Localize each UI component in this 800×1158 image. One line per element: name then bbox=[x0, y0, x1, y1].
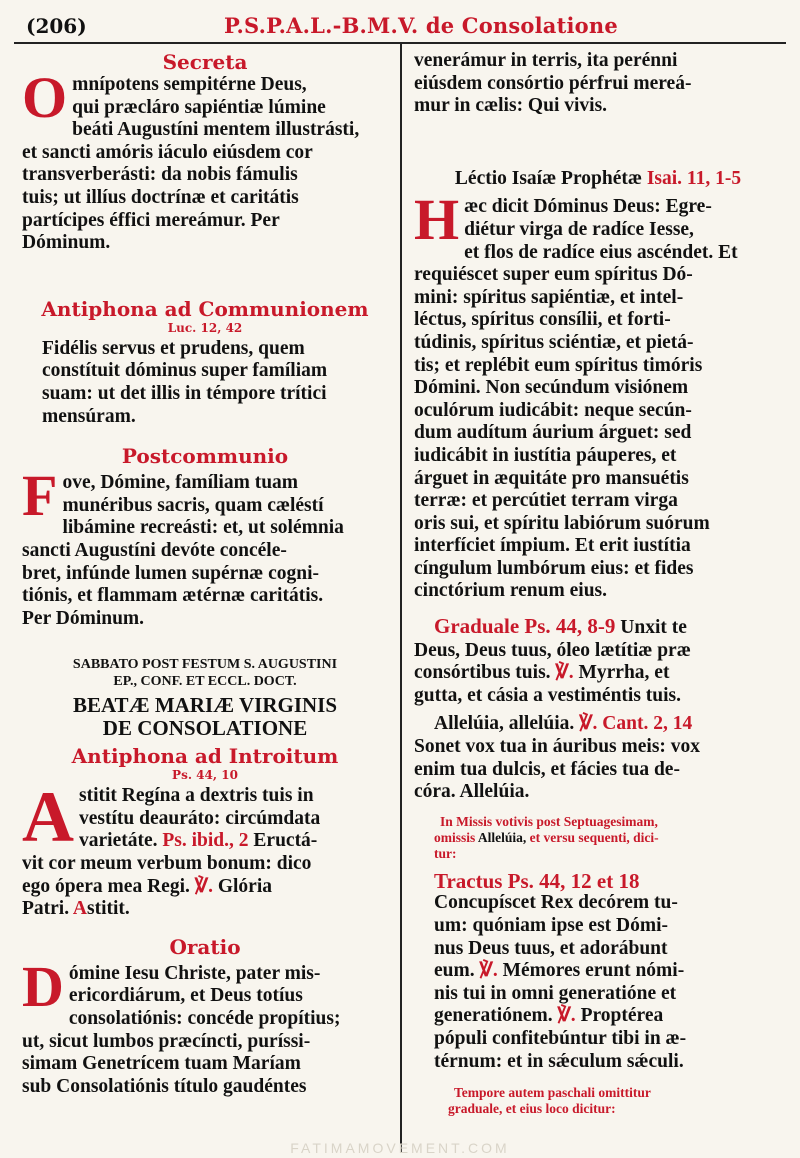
text-line bbox=[414, 662, 782, 685]
text-line: nis tui in omni generatióne et bbox=[434, 982, 677, 1004]
drop-cap: A bbox=[22, 777, 74, 858]
text-line: sub Consolatiónis título gaudéntes bbox=[22, 1075, 307, 1097]
text-line: munéribus sacris, quam cæléstí bbox=[62, 494, 324, 516]
lectio-label: Léctio Isaíæ Prophétæ bbox=[454, 167, 642, 189]
text-line: sancti Augustíni devóte concéle- bbox=[22, 539, 287, 561]
rubric-line: In Missis votivis post Septuagesimam, bbox=[440, 813, 658, 829]
text-line: mini: spíritus sapiéntiæ, et intel- bbox=[414, 286, 684, 308]
communion-reference: Luc. 12, 42 bbox=[167, 320, 243, 335]
versicle-icon: ℣. bbox=[555, 662, 574, 684]
text-line: requiéscet super eum spíritus Dó- bbox=[414, 264, 693, 286]
text-span: Patri. bbox=[22, 898, 70, 920]
text-line: et flos de radíce eius ascéndet. Et bbox=[464, 241, 738, 263]
postcommunio-heading: Postcommunio bbox=[121, 444, 289, 469]
page-header bbox=[14, 10, 786, 44]
text-line: mnípotens sempitérne Deus, bbox=[72, 74, 307, 95]
left-column bbox=[22, 50, 388, 1098]
secreta-section bbox=[22, 50, 388, 255]
text-line: Per Dóminum. bbox=[22, 607, 145, 629]
rubric-paschal bbox=[414, 1085, 782, 1117]
text-span: Unxit te bbox=[620, 617, 687, 639]
text-line: et sancti amóris iáculo eiúsdem cor bbox=[22, 141, 313, 163]
communion-section bbox=[22, 297, 388, 428]
introit-section bbox=[22, 744, 388, 921]
oratio-text bbox=[22, 953, 388, 1099]
text-line: túdinis, spíritus sciéntiæ, et pietá- bbox=[414, 331, 694, 353]
text-line: ericordiárum, et Deus totíus bbox=[68, 985, 303, 1007]
text-line: Concupíscet Rex decórem tu- bbox=[434, 892, 678, 914]
rubric-votive bbox=[414, 814, 782, 862]
text-line: tiónis, et flammam ætérnæ caritátis. bbox=[22, 585, 324, 607]
feast-title: BEATÆ MARIÆ VIRGINIS bbox=[72, 693, 338, 718]
text-line: æc dicit Dóminus Deus: Egre- bbox=[464, 196, 712, 218]
postcommunio-text bbox=[22, 463, 388, 630]
rubric-line: tur: bbox=[434, 845, 457, 861]
lectio-text bbox=[414, 187, 782, 603]
text-line bbox=[22, 876, 388, 899]
versicle-icon: ℣. bbox=[194, 875, 213, 897]
text-line: suam: ut det illis in témpore trítici bbox=[42, 382, 327, 404]
text-span: Allelúia, bbox=[477, 829, 527, 845]
secreta-text bbox=[22, 65, 388, 255]
text-span: Myrrha, et bbox=[578, 662, 670, 684]
text-line bbox=[414, 713, 782, 736]
text-line: diétur virga de radíce Iesse, bbox=[464, 218, 694, 240]
text-line bbox=[414, 615, 782, 640]
text-line: cinctórium renum eius. bbox=[414, 580, 608, 602]
graduale-label: Graduale Ps. 44, 8-9 bbox=[434, 614, 616, 639]
text-line: Dóminum. bbox=[22, 232, 111, 254]
text-line bbox=[22, 898, 388, 921]
text-line: partícipes éffici mereámur. Per bbox=[22, 209, 280, 231]
rubric-line: Tempore autem paschali omittitur bbox=[454, 1085, 651, 1101]
psalm-reference: Ps. ibid., 2 bbox=[162, 830, 249, 852]
introit-text bbox=[22, 777, 388, 921]
text-line: consolatiónis: concéde propítius; bbox=[68, 1008, 341, 1030]
text-line: terræ: et percútiet terram virga bbox=[414, 490, 678, 512]
text-line: ove, Dómine, famíliam tuam bbox=[62, 472, 299, 494]
text-line bbox=[434, 960, 782, 983]
text-line: Fidélis servus et prudens, quem bbox=[42, 337, 305, 359]
drop-cap: D bbox=[22, 953, 64, 1019]
text-line bbox=[434, 1005, 782, 1028]
text-line: bret, infúnde lumen supérnæ cogni- bbox=[22, 562, 320, 584]
drop-cap: O bbox=[22, 65, 68, 130]
text-line: iudicábit in iustítia páuperes, et bbox=[414, 444, 677, 466]
tractus-text bbox=[414, 870, 782, 1073]
drop-cap: H bbox=[414, 187, 460, 253]
text-line: constítuit dóminus super famíliam bbox=[42, 360, 328, 382]
text-line: nus Deus tuus, et adorábunt bbox=[434, 937, 668, 959]
text-line: eiúsdem consórtio pérfrui mereá- bbox=[414, 72, 692, 94]
text-span: varietáte. bbox=[79, 830, 158, 852]
text-span: eum. bbox=[434, 960, 475, 982]
text-span: ego ópera mea Regi. bbox=[22, 875, 190, 897]
text-line: vit cor meum verbum bonum: dico bbox=[22, 853, 312, 875]
text-line: um: quóniam ipse est Dómi- bbox=[434, 915, 669, 936]
text-line: enim tua dulcis, et fácies tua de- bbox=[414, 758, 680, 780]
postcommunio-section bbox=[22, 444, 388, 630]
oratio-section bbox=[22, 935, 388, 1099]
graduale-text bbox=[414, 615, 782, 707]
running-title: P.S.P.A.L.-B.M.V. de Consolatione bbox=[224, 13, 618, 38]
graduale-section bbox=[414, 615, 782, 707]
text-line: oculórum iudicábit: neque secún- bbox=[414, 399, 692, 421]
text-line: léctus, spíritus consílii, et forti- bbox=[414, 309, 671, 331]
versicle-icon: ℣. bbox=[479, 960, 498, 982]
text-line: gutta, et cásia a vestiméntis tuis. bbox=[414, 684, 682, 706]
rubric-line: graduale, et eius loco dicitur: bbox=[448, 1101, 616, 1117]
text-line: pópuli confitebúntur tibi in æ- bbox=[434, 1027, 687, 1049]
feast-heading-block bbox=[22, 656, 388, 740]
text-span: Eructá- bbox=[253, 830, 318, 852]
tractus-section bbox=[414, 870, 782, 1073]
continuation-text bbox=[414, 50, 782, 118]
feast-line: EP., CONF. ET ECCL. DOCT. bbox=[113, 674, 297, 690]
text-line bbox=[22, 830, 388, 853]
text-line: libámine recreásti: et, ut solémnia bbox=[62, 517, 344, 539]
text-line: mensúram. bbox=[42, 405, 136, 427]
communion-heading: Antiphona ad Communionem bbox=[41, 296, 369, 321]
text-line: interfíciet ímpium. Et erit iustítia bbox=[414, 535, 691, 557]
oratio-heading: Oratio bbox=[169, 934, 241, 959]
text-span: Allelúia, allelúia. bbox=[434, 713, 575, 735]
column-divider bbox=[400, 44, 402, 1152]
introit-reference: Ps. 44, 10 bbox=[172, 768, 238, 783]
text-line: tis; et replébit eum spíritus timóris bbox=[414, 354, 703, 376]
text-line: ómine Iesu Christe, pater mis- bbox=[68, 962, 321, 984]
text-line: mur in cælis: Qui vivis. bbox=[414, 95, 608, 117]
text-line: venerámur in terris, ita perénni bbox=[414, 50, 678, 71]
text-line: simam Genetrícem tuam Maríam bbox=[22, 1053, 301, 1075]
text-line: oris sui, et spíritu labiórum suórum bbox=[414, 512, 710, 534]
alleluia-section bbox=[414, 713, 782, 803]
secreta-heading: Secreta bbox=[162, 50, 248, 74]
lectio-reference: Isai. 11, 1-5 bbox=[646, 167, 742, 189]
versicle-icon: ℣. bbox=[557, 1005, 576, 1027]
watermark: FATIMAMOVEMENT.COM bbox=[290, 1140, 510, 1156]
repeat-cap: A bbox=[72, 898, 88, 920]
right-column bbox=[414, 50, 782, 1117]
introit-heading: Antiphona ad Introitum bbox=[71, 744, 339, 769]
text-line: Deus, Deus tuus, óleo lætítiæ præ bbox=[414, 639, 691, 661]
alleluia-text bbox=[414, 713, 782, 803]
text-line: dum audítum áurium árguet: sed bbox=[414, 422, 692, 444]
text-line: vestítu deauráto: circúmdata bbox=[79, 807, 321, 829]
feast-line: SABBATO POST FESTUM S. AUGUSTINI bbox=[72, 657, 338, 673]
text-span: et versu sequenti, dici- bbox=[529, 829, 659, 845]
oratio-continuation bbox=[414, 50, 782, 118]
communion-text bbox=[22, 338, 388, 428]
text-span: generatiónem. bbox=[434, 1005, 553, 1027]
text-line: qui præcláro sapiéntiæ lúmine bbox=[72, 96, 326, 118]
tractus-label: Tractus Ps. 44, 12 et 18 bbox=[434, 868, 640, 893]
text-line: cíngulum lumbórum eius: et fides bbox=[414, 557, 694, 579]
text-span: consórtibus tuis. bbox=[414, 662, 551, 684]
versicle-reference: ℣. Cant. 2, 14 bbox=[579, 713, 693, 735]
text-line: beáti Augustíni mentem illustrásti, bbox=[72, 119, 360, 141]
text-line: córa. Allelúia. bbox=[414, 781, 530, 803]
text-line: Sonet vox tua in áuribus meis: vox bbox=[414, 736, 701, 758]
text-line: térnum: et in sǽculum sǽculi. bbox=[434, 1050, 684, 1072]
text-span: stitit. bbox=[87, 898, 130, 920]
text-line: transverberásti: da nobis fámulis bbox=[22, 164, 298, 186]
lectio-section bbox=[414, 168, 782, 603]
text-span: Proptérea bbox=[580, 1005, 664, 1027]
text-line: tuis; ut illíus doctrínæ et caritátis bbox=[22, 186, 299, 208]
drop-cap: F bbox=[22, 463, 58, 529]
text-span: Mémores erunt nómi- bbox=[502, 960, 685, 982]
text-line: stitit Regína a dextris tuis in bbox=[79, 785, 314, 807]
feast-title: DE CONSOLATIONE bbox=[102, 716, 308, 741]
rubric-line bbox=[414, 830, 782, 846]
page-number: (206) bbox=[26, 14, 87, 38]
text-span: omissis bbox=[434, 829, 476, 845]
text-line: Dómini. Non secúndum visiónem bbox=[414, 377, 689, 399]
lectio-heading bbox=[414, 168, 782, 191]
text-line: ut, sicut lumbos præcíncti, puríssi- bbox=[22, 1030, 311, 1052]
text-span: Glória bbox=[217, 875, 273, 897]
text-line: árguet in æquitáte pro mansuétis bbox=[414, 467, 689, 489]
